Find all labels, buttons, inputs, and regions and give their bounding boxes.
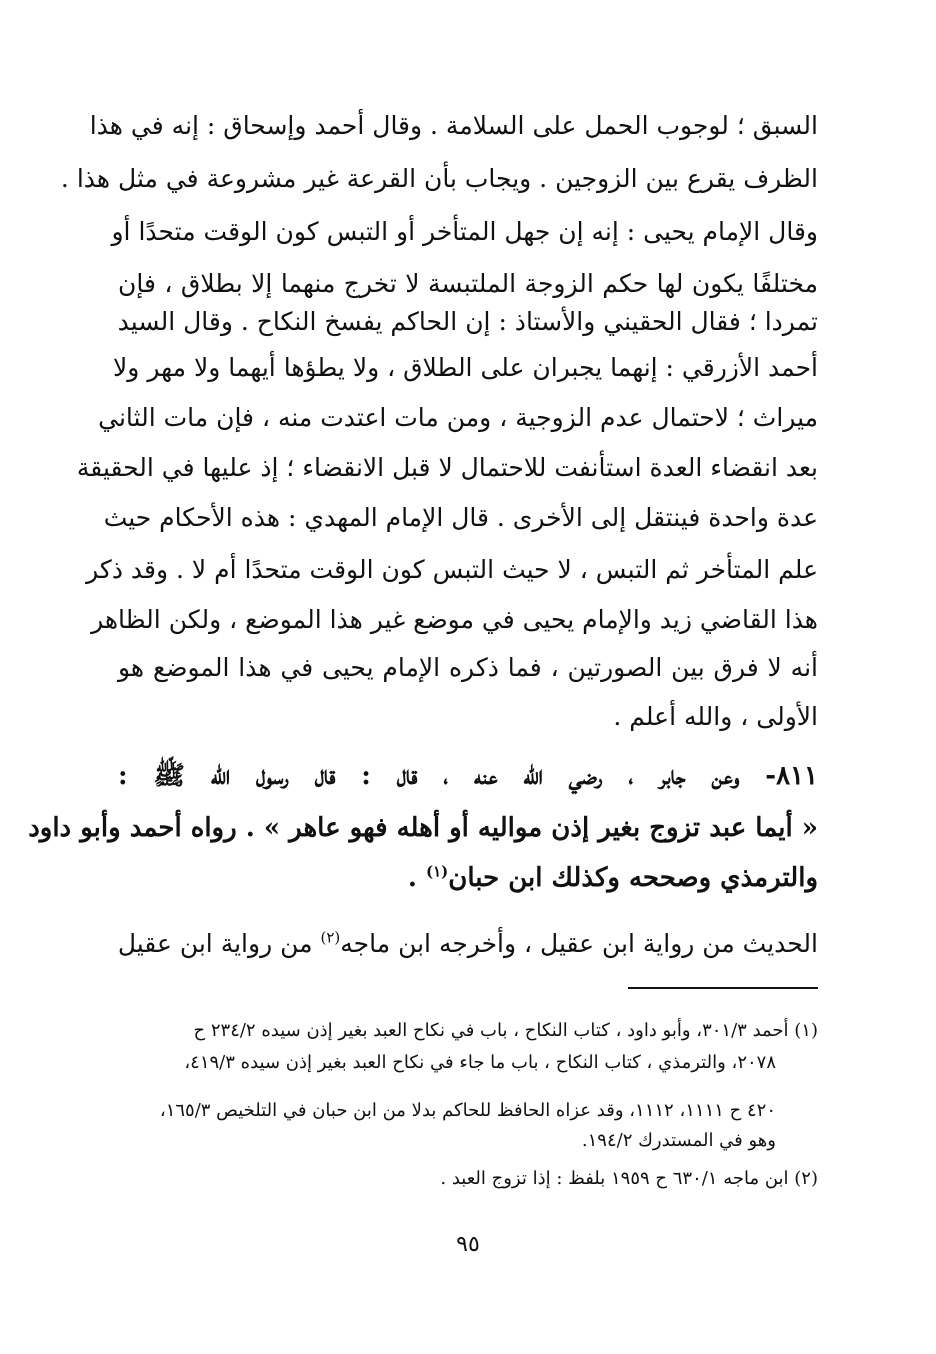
footnote-separator [628,987,818,989]
commentary-text: الحديث من رواية ابن عقيل ، وأخرجه ابن ماجه [340,929,818,958]
page-number: ٩٥ [456,1232,480,1257]
footnote-line: وهو في المستدرك ١٩٤/٢. [581,1130,776,1151]
commentary-line [118,924,818,968]
body-line: الأولى ، والله أعلم . [613,702,818,731]
footnote-line: (١) أحمد ٣٠١/٣، وأبو داود ، كتاب النكاح ، باب في نكاح العبد بغير إذن سيده ٢٣٤/٢ ح [193,1020,818,1041]
body-line: أحمد الأزرقي : إنهما يجبران على الطلاق ، ولا يطؤها أيهما ولا مهر ولا [113,353,818,382]
body-line: مختلفًا يكون لها حكم الزوجة الملتبسة لا تخرج منهما إلا بطلاق ، فإن [118,269,818,298]
footnote-line: (٢) ابن ماجه ٦٣٠/١ ح ١٩٥٩ بلفظ : إذا تزوج العبد . [440,1168,818,1189]
body-line: علم المتأخر ثم التبس ، لا حيث التبس كون الوقت متحدًا أم لا . وقد ذكر [86,555,818,584]
footnote-line: ٤٢٠ ح ١١١١، ١١١٢، وقد عزاه الحافظ للحاكم بدلا من ابن حبان في التلخيص ١٦٥/٣، [159,1100,776,1121]
body-line: السبق ؛ لوجوب الحمل على السلامة . وقال أحمد وإسحاق : إنه في هذا [89,111,818,140]
body-line: ميراث ؛ لاحتمال عدم الزوجية ، ومن مات اعتدت منه ، فإن مات الثاني [98,403,818,432]
hadith-line: ٨١١- وعن جابر ، رضي الله عنه ، قال : قال رسول الله ﷺ : [118,761,818,791]
body-line: أنه لا فرق بين الصورتين ، فما ذكره الإمام يحيى في هذا الموضع هو [118,653,818,682]
hadith-end: . [407,863,426,893]
footnote-ref: (١) [425,862,449,881]
footnote-ref: (٢) [320,928,341,947]
body-line: عدة واحدة فينتقل إلى الأخرى . قال الإمام المهدي : هذه الأحكام حيث [103,503,818,532]
body-line: الظرف يقرع بين الزوجين . ويجاب بأن القرعة غير مشروعة في مثل هذا . [60,164,818,193]
footnote-line: ٢٠٧٨، والترمذي ، كتاب النكاح ، باب ما جاء في نكاح العبد بغير إذن سيده ٤١٩/٣، [184,1052,776,1073]
body-line: هذا القاضي زيد والإمام يحيى في موضع غير هذا الموضع ، ولكن الظاهر [91,605,818,634]
commentary-text: من رواية ابن عقيل [117,929,321,958]
body-line: تمردا ؛ فقال الحقيني والأستاذ : إن الحاكم يفسخ النكاح . وقال السيد [117,307,818,336]
hadith-text: والترمذي وصححه وكذلك ابن حبان [448,863,818,893]
hadith-line: « أيما عبد تزوج بغير إذن مواليه أو أهله فهو عاهر » . رواه أحمد وأبو داود [28,813,818,843]
hadith-line [118,858,818,902]
body-line: وقال الإمام يحيى : إنه إن جهل المتأخر أو التبس كون الوقت متحدًا أو [111,217,818,246]
body-line: بعد انقضاء العدة استأنفت للاحتمال لا قبل الانقضاء ؛ إذ عليها في الحقيقة [76,453,818,482]
